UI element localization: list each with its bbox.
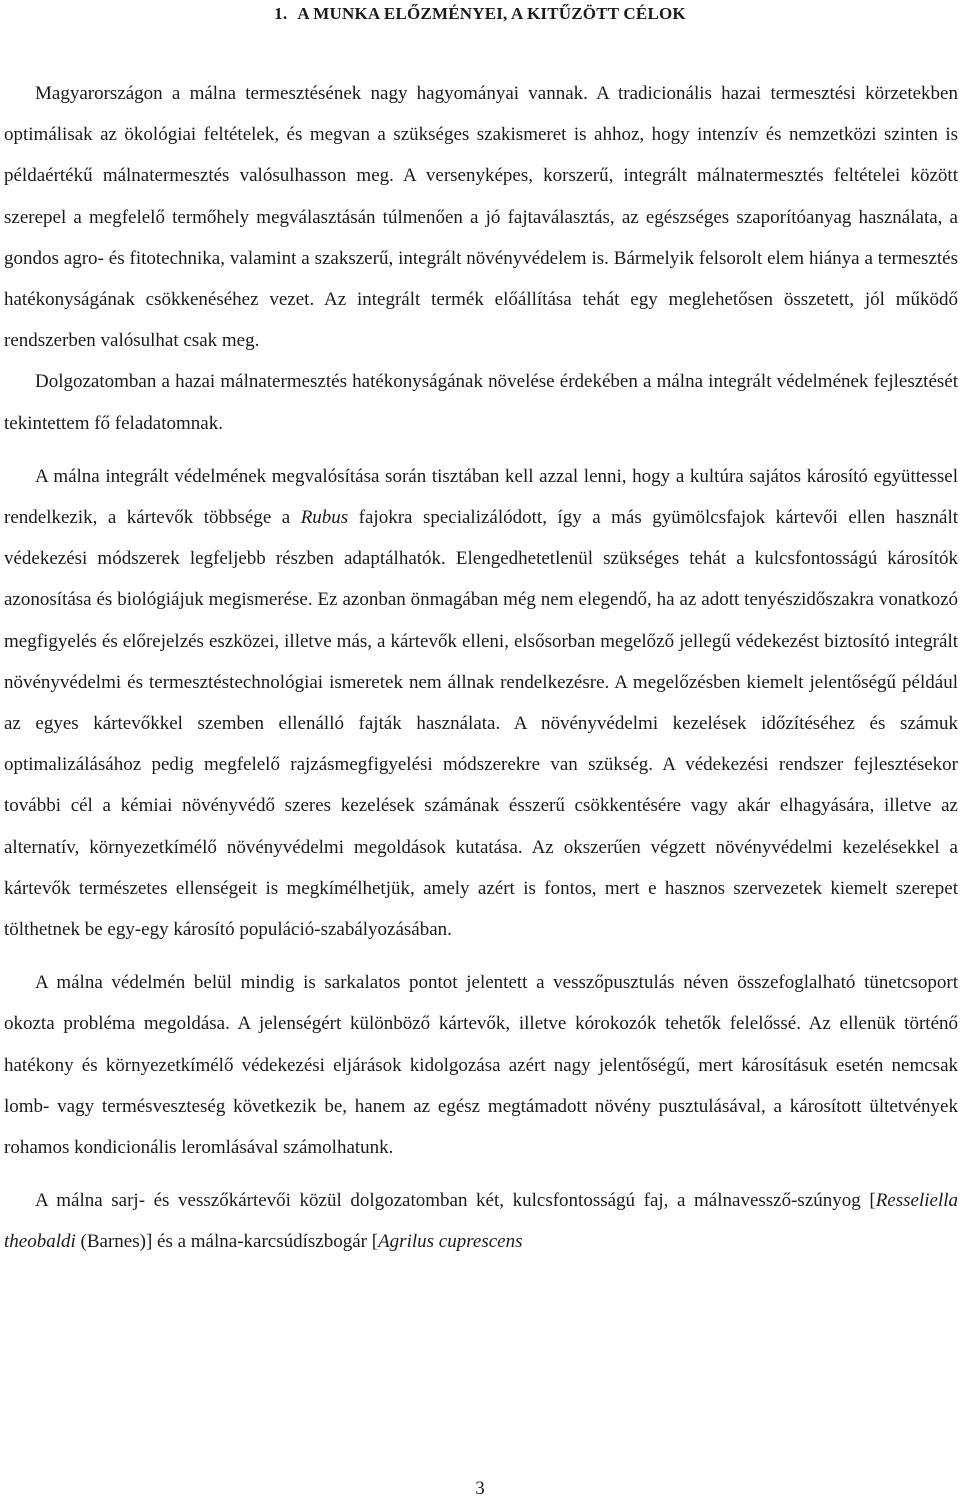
paragraph-5-species-2: Agrilus cuprescens xyxy=(378,1231,523,1253)
paragraph-3-text-b: fajokra specializálódott, így a más gyümölcsfajok kártevői ellen használt védekezési módszerek legfeljebb részben adaptálhatók. Elengedhetetlenül szükséges tehát a kulcsfontosságú károsítók azonosítása és biológiájuk megismerése. Ez azonban önmagában még nem elegendő, ha az adott tenyészidőszakra vonatkozó megfigyelés és előrejelzés eszközei, illetve más, a kártevők elleni, elsősorban megelőző jellegű védekezést biztosító integrált növényvédelmi és termesztéstechnológiai ismeretek nem állnak rendelkezésre. A megelőzésben kiemelt jelentőségű például az egyes kártevőkkel szemben ellenálló fajták használata. A növényvédelmi kezelések időzítéséhez és számuk optimalizálásához pedig megfelelő rajzásmegfigyelési módszerekre van szükség. A védekezési rendszer fejlesztésekor további cél a kémiai növényvédő szeres kezelések számának ésszerű csökkentésére vagy akár elhagyására, illetve az alternatív, környezetkímélő növényvédelmi megoldások kutatása. Az okszerűen végzett növényvédelmi kezelésekkel a kártevők természetes ellenségeit is megkímélhetjük, amely azért is fontos, mert e hasznos szervezetek kiemelt szerepet tölthetnek be egy-egy károsító populáció-szabályozásában. xyxy=(4,507,959,941)
paragraph-4: A málna védelmén belül mindig is sarkalatos pontot jelentett a vesszőpusztulás néven összefoglalható tünetcsoport okozta probléma megoldása. A jelenségért különböző kártevők, illetve kórokozók tehetők felelőssé. Az ellenük történő hatékony és környezetkímélő védekezési eljárások kidolgozása azért nagy jelentőségű, mert károsításuk esetén nemcsak lomb- vagy termésveszteség következik be, hanem az egész megtámadott növény pusztulásával, a károsított ültetvények rohamos kondicionális leromlásával számolhatunk. xyxy=(4,972,958,1159)
paragraph-3 xyxy=(4,456,958,950)
paragraph-3-text-a: A málna integrált védelmének megvalósítása során tisztában kell azzal lenni, hogy a kultúra sajátos károsító együttessel rendelkezik, a kártevők többsége a xyxy=(4,465,958,529)
chapter-heading xyxy=(0,4,960,24)
paragraph-5 xyxy=(4,1180,958,1262)
paragraph-3-genus: Rubus xyxy=(300,507,349,529)
paragraph-5-text-b: (Barnes)] és a málna-karcsúdíszbogár [ xyxy=(75,1231,379,1253)
chapter-title: A MUNKA ELŐZMÉNYEI, A KITŰZÖTT CÉLOK xyxy=(297,4,686,23)
paragraph-5-text-a: A málna sarj- és vesszőkártevői közül dolgozatomban két, kulcsfontosságú faj, a málnavessző-szúnyog [ xyxy=(35,1190,876,1212)
paragraph-2: Dolgozatomban a hazai málnatermesztés hatékonyságának növelése érdekében a málna integrált védelmének fejlesztését tekintettem fő feladatomnak. xyxy=(4,371,958,434)
page-number: 3 xyxy=(475,1478,485,1499)
chapter-number: 1. xyxy=(274,4,288,23)
body-text xyxy=(4,73,958,1263)
paragraph-1: Magyarországon a málna termesztésének nagy hagyományai vannak. A tradicionális hazai termesztési körzetekben optimálisak az ökológiai feltételek, és megvan a szükséges szakismeret is ahhoz, hogy intenzív és nemzetközi szinten is példaértékű málnatermesztés valósulhasson meg. A versenyképes, korszerű, integrált málnatermesztés feltételei között szerepel a megfelelő termőhely megválasztásán túlmenően a jó fajtaválasztás, az egészséges szaporítóanyag használata, a gondos agro- és fitotechnika, valamint a szakszerű, integrált növényvédelem is. Bármelyik felsorolt elem hiánya a termesztés hatékonyságának csökkenéséhez vezet. Az integrált termék előállítása tehát egy meglehetősen összetett, jól működő rendszerben valósulhat csak meg. xyxy=(4,83,958,352)
paragraph-5-species-1: Resseliella theobaldi xyxy=(4,1190,958,1253)
